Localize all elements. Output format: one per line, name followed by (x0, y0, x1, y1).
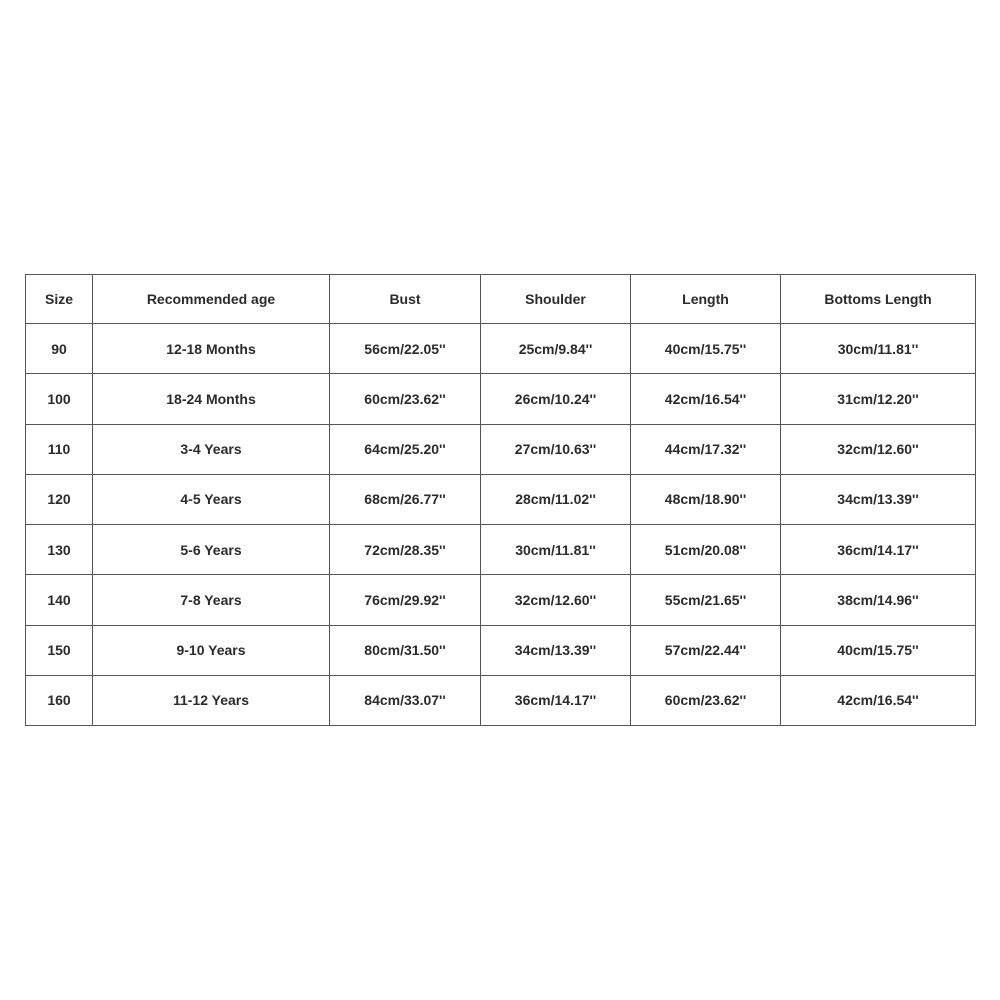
cell-size: 160 (26, 675, 93, 725)
cell-bust: 72cm/28.35'' (330, 525, 481, 575)
table-row (26, 474, 976, 524)
header-shoulder: Shoulder (481, 275, 631, 324)
cell-size: 100 (26, 374, 93, 424)
size-chart-table (25, 274, 976, 726)
cell-bust: 56cm/22.05'' (330, 324, 481, 374)
cell-length: 60cm/23.62'' (631, 675, 781, 725)
cell-bottoms-length: 38cm/14.96'' (781, 575, 976, 625)
cell-shoulder: 26cm/10.24'' (481, 374, 631, 424)
table-row (26, 324, 976, 374)
cell-shoulder: 25cm/9.84'' (481, 324, 631, 374)
cell-bottoms-length: 42cm/16.54'' (781, 675, 976, 725)
cell-bottoms-length: 40cm/15.75'' (781, 625, 976, 675)
cell-length: 44cm/17.32'' (631, 424, 781, 474)
cell-bust: 76cm/29.92'' (330, 575, 481, 625)
cell-bust: 64cm/25.20'' (330, 424, 481, 474)
cell-length: 51cm/20.08'' (631, 525, 781, 575)
cell-shoulder: 36cm/14.17'' (481, 675, 631, 725)
cell-size: 150 (26, 625, 93, 675)
cell-shoulder: 32cm/12.60'' (481, 575, 631, 625)
cell-bottoms-length: 34cm/13.39'' (781, 474, 976, 524)
cell-bottoms-length: 30cm/11.81'' (781, 324, 976, 374)
cell-size: 130 (26, 525, 93, 575)
cell-size: 110 (26, 424, 93, 474)
cell-size: 140 (26, 575, 93, 625)
cell-length: 55cm/21.65'' (631, 575, 781, 625)
cell-shoulder: 34cm/13.39'' (481, 625, 631, 675)
cell-bottoms-length: 32cm/12.60'' (781, 424, 976, 474)
header-bust: Bust (330, 275, 481, 324)
cell-size: 120 (26, 474, 93, 524)
cell-length: 48cm/18.90'' (631, 474, 781, 524)
cell-bottoms-length: 31cm/12.20'' (781, 374, 976, 424)
cell-size: 90 (26, 324, 93, 374)
header-bottoms-length: Bottoms Length (781, 275, 976, 324)
cell-shoulder: 30cm/11.81'' (481, 525, 631, 575)
cell-recommended-age: 4-5 Years (93, 474, 330, 524)
header-size: Size (26, 275, 93, 324)
table-row (26, 374, 976, 424)
table-row (26, 575, 976, 625)
cell-length: 40cm/15.75'' (631, 324, 781, 374)
header-recommended-age: Recommended age (93, 275, 330, 324)
table-row (26, 625, 976, 675)
cell-recommended-age: 3-4 Years (93, 424, 330, 474)
table-row (26, 424, 976, 474)
table-row (26, 675, 976, 725)
cell-bust: 84cm/33.07'' (330, 675, 481, 725)
cell-recommended-age: 18-24 Months (93, 374, 330, 424)
cell-recommended-age: 12-18 Months (93, 324, 330, 374)
cell-recommended-age: 7-8 Years (93, 575, 330, 625)
cell-shoulder: 28cm/11.02'' (481, 474, 631, 524)
cell-bust: 68cm/26.77'' (330, 474, 481, 524)
header-row (26, 275, 976, 324)
cell-bust: 60cm/23.62'' (330, 374, 481, 424)
cell-recommended-age: 11-12 Years (93, 675, 330, 725)
cell-bottoms-length: 36cm/14.17'' (781, 525, 976, 575)
header-length: Length (631, 275, 781, 324)
cell-length: 57cm/22.44'' (631, 625, 781, 675)
cell-recommended-age: 9-10 Years (93, 625, 330, 675)
cell-bust: 80cm/31.50'' (330, 625, 481, 675)
cell-recommended-age: 5-6 Years (93, 525, 330, 575)
table-row (26, 525, 976, 575)
cell-length: 42cm/16.54'' (631, 374, 781, 424)
cell-shoulder: 27cm/10.63'' (481, 424, 631, 474)
